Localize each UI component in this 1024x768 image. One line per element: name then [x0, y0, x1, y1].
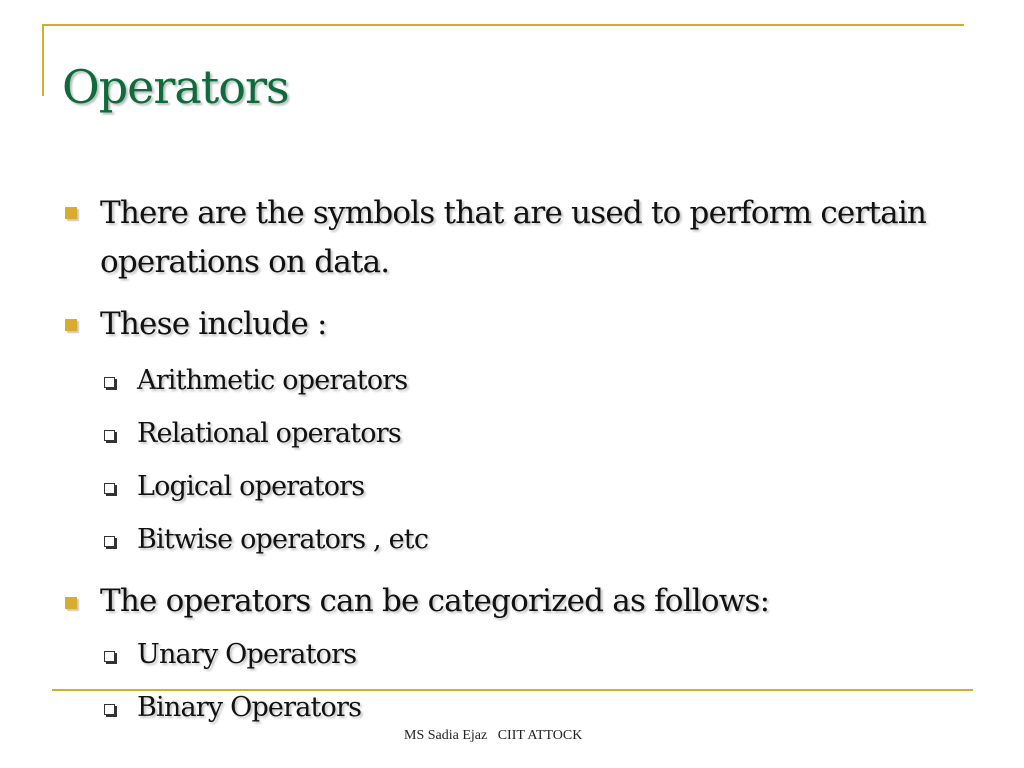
sub-list-item: Arithmetic operators [137, 365, 408, 396]
square-bullet-icon [65, 319, 77, 331]
bullet-item: These include : [100, 306, 327, 342]
hollow-square-bullet-icon [104, 704, 115, 715]
square-bullet-icon [65, 207, 77, 219]
sub-list-item: Logical operators [137, 471, 365, 502]
hollow-square-bullet-icon [104, 430, 115, 441]
hollow-square-bullet-icon [104, 651, 115, 662]
hollow-square-bullet-icon [104, 483, 115, 494]
bullet-item: The operators can be categorized as follows: [100, 583, 770, 619]
sub-list-item: Relational operators [137, 418, 401, 449]
sub-list-item: Unary Operators [137, 639, 357, 670]
hollow-square-bullet-icon [104, 377, 115, 388]
slide-title: Operators [62, 60, 289, 114]
slide-footer: MS Sadia Ejaz CIIT ATTOCK [404, 728, 583, 743]
hollow-square-bullet-icon [104, 536, 115, 547]
bullet-item: There are the symbols that are used to perform certain operations on data. [100, 195, 927, 280]
square-bullet-icon [65, 597, 77, 609]
sub-list-item: Binary Operators [137, 692, 362, 723]
sub-list-item: Bitwise operators , etc [137, 524, 429, 555]
